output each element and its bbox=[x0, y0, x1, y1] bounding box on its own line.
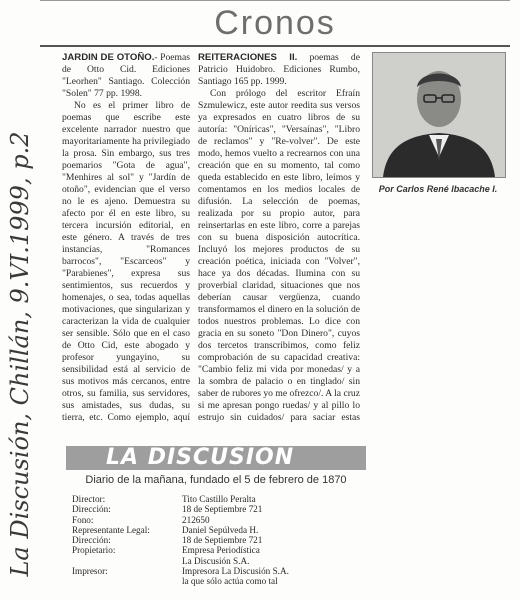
staff-row bbox=[66, 504, 366, 514]
staff-role: Propietario: bbox=[72, 545, 116, 556]
staff-row bbox=[66, 545, 366, 555]
staff-role: Dirección: bbox=[72, 504, 111, 515]
article2-citation: poemas de Patricio Huidobro. Ediciones Rumbo, Santiago 165 pp. 1999. bbox=[198, 52, 360, 87]
staff-row bbox=[66, 535, 366, 545]
staff-role: Representante Legal: bbox=[72, 524, 150, 535]
handwritten-text: La Discusión, Chillán, 9.VI.1999, p.2 bbox=[6, 131, 34, 577]
staff-role bbox=[66, 576, 182, 586]
staff-row bbox=[66, 494, 366, 504]
staff-row bbox=[66, 556, 366, 566]
article2-intro bbox=[198, 52, 360, 88]
handwritten-annotation bbox=[0, 110, 34, 590]
staff-value: 212650 bbox=[182, 514, 210, 525]
staff-value: 18 de Septiembre 721 bbox=[182, 504, 263, 515]
masthead-banner bbox=[66, 446, 366, 470]
staff-row bbox=[66, 566, 366, 576]
article1-heading: JARDIN DE OTOÑO. bbox=[62, 52, 155, 63]
staff-value: Tito Castillo Peralta bbox=[182, 494, 256, 504]
article1-intro bbox=[62, 52, 190, 100]
staff-role bbox=[66, 556, 182, 566]
article-column-1 bbox=[62, 52, 190, 422]
staff-value: La Discusión S.A. bbox=[182, 555, 250, 566]
staff-value: la que sólo actúa como tal bbox=[182, 576, 278, 587]
article2-heading: REITERACIONES II. bbox=[198, 52, 298, 63]
staff-role: Impresor: bbox=[72, 566, 108, 577]
author-portrait-icon bbox=[373, 53, 505, 177]
article-column-2 bbox=[198, 52, 360, 422]
masthead-box bbox=[66, 446, 366, 596]
article1-paragraph: No es el primer libro de poemas que escribe este excelente narrador nuestro que mayoritariamente ha privilegiado la prosa. Sin embargo, sus tres poemarios "Gota de agua", "Menhires al sol" y "Jardín de otoño", evidencian que el verso no le es ajeno. Demuestra su afecto por él en este libro, su tercera incursión editorial, en este género. A través de tres instancias, "Romances barrocos", "Escarceos" y "Parabienes", expresa sus sentimientos, sus recuerdos y homenajes, o sea, todas aquellas motivaciones, que singularizan y caracterizan la vida de cualquier ser sensible. Sólo que en el caso de Otto Cid, este abogado y profesor yungayino, su sensibilidad está al servicio de sus motivos más cercanos, entre otros, su familia, sus servidores, sus amistades, sus dudas, su tierra, etc. Como ejemplo, aquí bbox=[62, 100, 190, 422]
staff-value: Empresa Periodística bbox=[182, 545, 260, 556]
staff-row bbox=[66, 576, 366, 586]
staff-value: 18 de Septiembre 721 bbox=[182, 535, 263, 546]
author-photo bbox=[372, 52, 506, 178]
staff-role: Dirección: bbox=[72, 535, 111, 546]
staff-role: Fono: bbox=[72, 514, 94, 525]
staff-row bbox=[66, 525, 366, 535]
staff-list bbox=[66, 494, 366, 587]
newspaper-name: LA DISCUSION bbox=[106, 445, 295, 470]
founded-line: Diario de la mañana, fundado el 5 de febrero de 1870 bbox=[85, 474, 347, 486]
article1-citation: - Poemas de Otto Cid. Ediciones "Leorhen" Santiago. Colección "Solen" 77 pp. 1998. bbox=[62, 52, 190, 99]
page-header bbox=[40, 0, 510, 47]
staff-value: Impresora La Discusión S.A. bbox=[182, 566, 289, 577]
section-title: Cronos bbox=[214, 4, 336, 42]
photo-caption: Por Carlos René Ibacache I. bbox=[378, 184, 498, 194]
staff-row bbox=[66, 515, 366, 525]
staff-value: Daniel Sepúlveda H. bbox=[182, 524, 259, 535]
article2-paragraph: Con prólogo del escritor Efraín Szmulewicz, este autor reedita sus versos ya expresados en cuatro libros de su autoría: "Oníricas", "Versaínas", "Libro de reclamos" y "Re-volver". De este modo, hemos vuelto a recrearnos con una creación que en su momento, tal como queda establecido en este libro, leímos y comentamos en los medios locales de difusión. La selección de poemas, realizada por su propio autor, para reinsertarlas en este libro, corre a parejas con su buena disposición autocrítica. Incluyó los mejores productos de su creación poética, iniciada con "Volver", hace ya dos décadas. Ilumina con su proverbial claridad, situaciones que nos deberían causar vergüenza, cuando transformamos el dinero en la solución de todos nuestros problemas. Lo dice con gracia en su soneto "Don Dinero", cuyos dos tercetos transcribimos, como feliz comprobación de su capacidad creativa: "Cambio feliz mi vida por monedas/ y a la sombra de palacio o en tinglado/ sin saber de rubores yo me ofrezco/. A la cruz si me apresan pongo ruedas/ y al pillo lo estrujo sin cuidados/ para saciar estas bbox=[198, 88, 360, 422]
staff-role: Director: bbox=[72, 494, 106, 504]
